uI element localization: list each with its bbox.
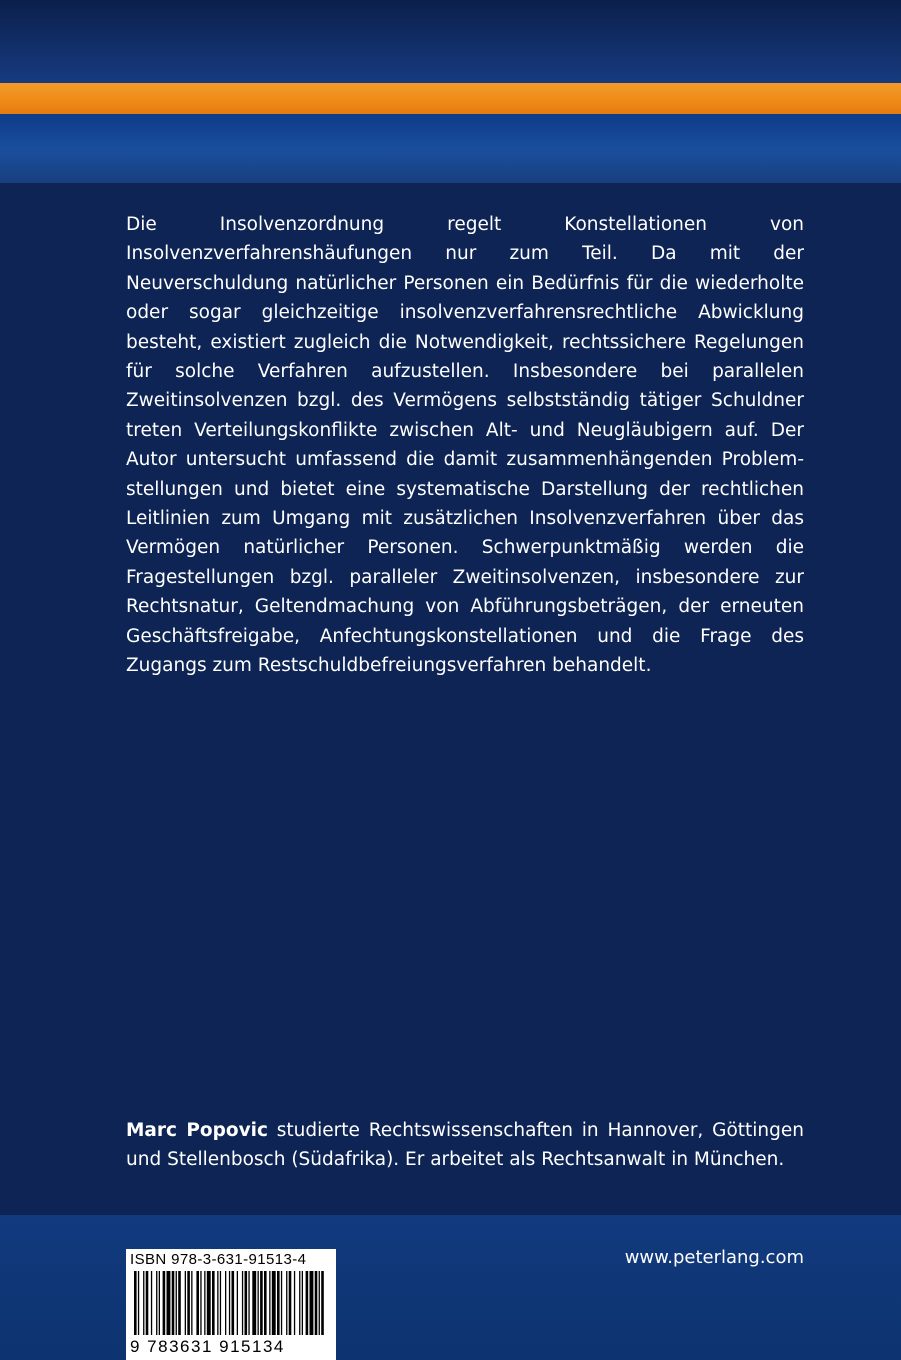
publisher-website[interactable]: www.peterlang.com xyxy=(624,1247,804,1268)
orange-stripe xyxy=(0,83,901,114)
author-bio-text: studierte Rechtswissenschaften in Hannover, Göttingen und Stellenbosch (Südafrika). Er arbeitet als Rechtsanwalt in München. xyxy=(126,1120,804,1171)
author-bio xyxy=(126,1116,804,1175)
barcode-box xyxy=(126,1249,336,1360)
book-blurb: Die Insolvenzordnung regelt Konstellationen von Insolvenzverfahrenshäufungen nur zum Teil. Da mit der Neuverschuldung natürlicher Personen ein Bedürfnis für die wiederholte oder sogar gleichzeitige insolvenzverfahrensrechtliche Abwicklung besteht, existiert zugleich die Notwendigkeit, rechtssichere Regelungen für solche Verfahren aufzustellen. Insbesondere bei parallelen Zweitinsolvenzen bzgl. des Vermögens selbstständig tätiger Schuldner treten Verteilungskonflikte zwischen Alt- und Neugläubigern auf. Der Autor untersucht umfassend die damit zusammenhängenden Problemstellungen und bietet eine systematische Darstellung der rechtlichen Leitlinien zum Umgang mit zusätzlichen Insolvenzverfahren über das Vermögen natürlicher Personen. Schwerpunktmäßig werden die Fragestellungen bzgl. paralleler Zweitinsolvenzen, insbesondere zur Rechtsnatur, Geltendmachung von Abführungsbeträgen, der erneuten Geschäftsfreigabe, Anfechtungskonstellationen und die Frage des Zugangs zum Restschuldbefreiungsverfahren behandelt. xyxy=(126,214,804,677)
barcode-icon xyxy=(132,1271,330,1341)
author-name: Marc Popovic xyxy=(126,1120,268,1141)
barcode-digits: 9 783631 915134 xyxy=(130,1337,285,1356)
isbn-label: ISBN 978-3-631-91513-4 xyxy=(130,1251,307,1268)
